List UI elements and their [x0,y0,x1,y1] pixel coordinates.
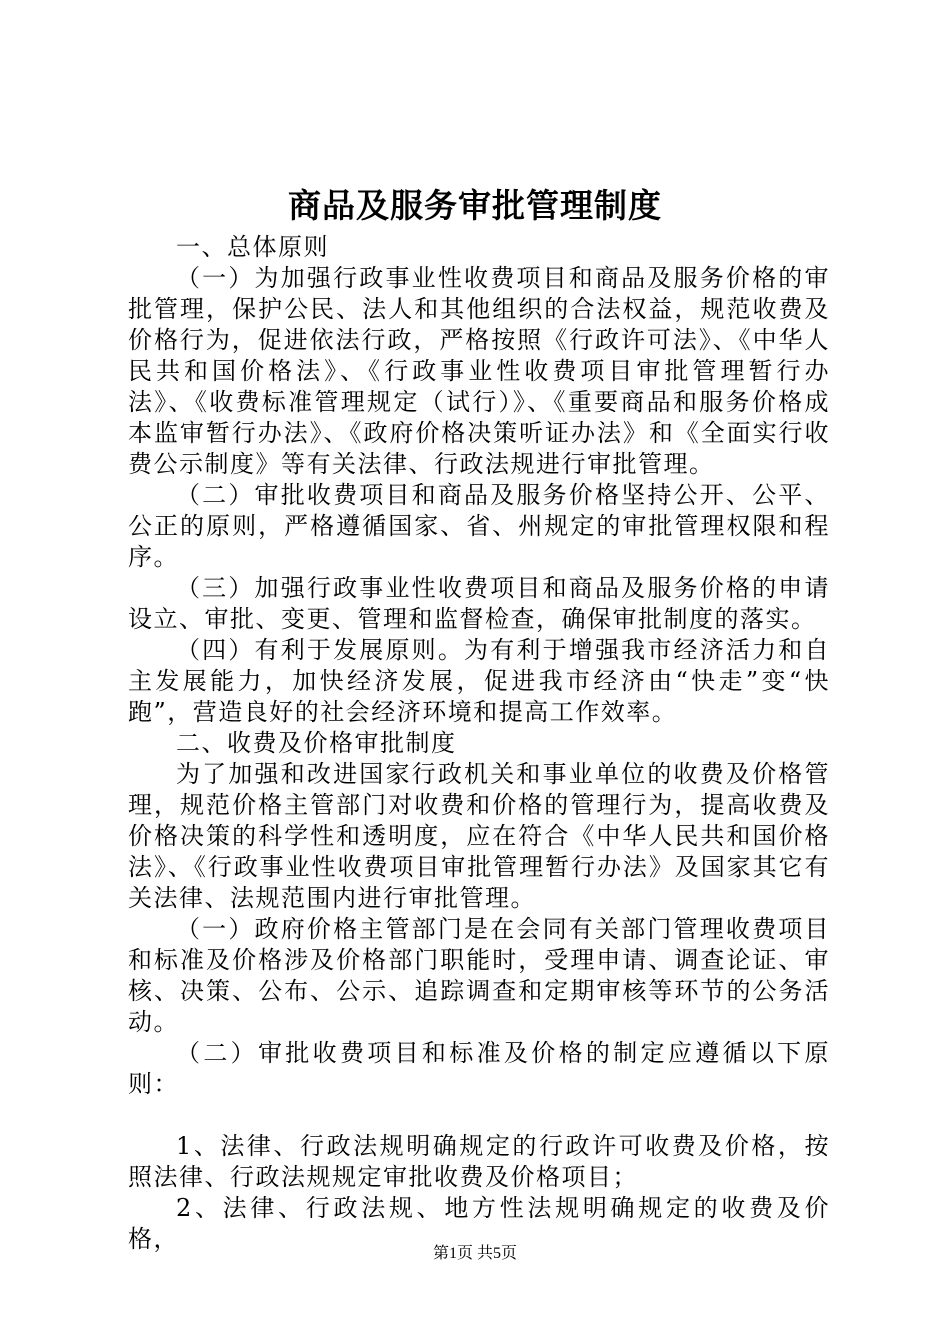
paragraph: （二）审批收费项目和商品及服务价格坚持公开、公平、公正的原则，严格遵循国家、省、州规定的审批管理权限和程序。 [128,481,830,571]
document-title: 商品及服务审批管理制度 [288,186,662,225]
paragraph: 为了加强和改进国家行政机关和事业单位的收费及价格管理，规范价格主管部门对收费和价格的管理行为，提高收费及价格决策的科学性和透明度，应在符合《中华人民共和国价格法》、《行政事业性收费项目审批管理暂行办法》及国家其它有关法律、法规范围内进行审批管理。 [128,760,830,912]
paragraph: （三）加强行政事业性收费项目和商品及服务价格的申请设立、审批、变更、管理和监督检查，确保审批制度的落实。 [128,574,830,633]
document-body [128,232,830,1255]
section-heading: 一、总体原则 [176,233,329,261]
list-item: 2、法律、行政法规、地方性法规明确规定的收费及价格， [128,1194,830,1253]
page-number: 第1页 共5页 [432,1245,517,1262]
section-heading: 二、收费及价格审批制度 [176,729,457,757]
paragraph: （二）审批收费项目和标准及价格的制定应遵循以下原则： [128,1039,830,1098]
paragraph: （一）政府价格主管部门是在会同有关部门管理收费项目和标准及价格涉及价格部门职能时，受理申请、调查论证、审核、决策、公布、公示、追踪调查和定期审核等环节的公务活动。 [128,915,830,1036]
list-item: 1、法律、行政法规明确规定的行政许可收费及价格，按照法律、行政法规规定审批收费及价格项目； [128,1132,830,1191]
paragraph: （四）有利于发展原则。为有利于增强我市经济活力和自主发展能力，加快经济发展，促进我市经济由“快走”变“快跑”，营造良好的社会经济环境和提高工作效率。 [128,636,830,726]
paragraph: （一）为加强行政事业性收费项目和商品及服务价格的审批管理，保护公民、法人和其他组织的合法权益，规范收费及价格行为，促进依法行政，严格按照《行政许可法》、《中华人民共和国价格法》、《行政事业性收费项目审批管理暂行办法》、《收费标准管理规定（试行）》、《重要商品和服务价格成本监审暂行办法》、《政府价格决策听证办法》和《全面实行收费公示制度》等有关法律、行政法规进行审批管理。 [128,264,830,478]
